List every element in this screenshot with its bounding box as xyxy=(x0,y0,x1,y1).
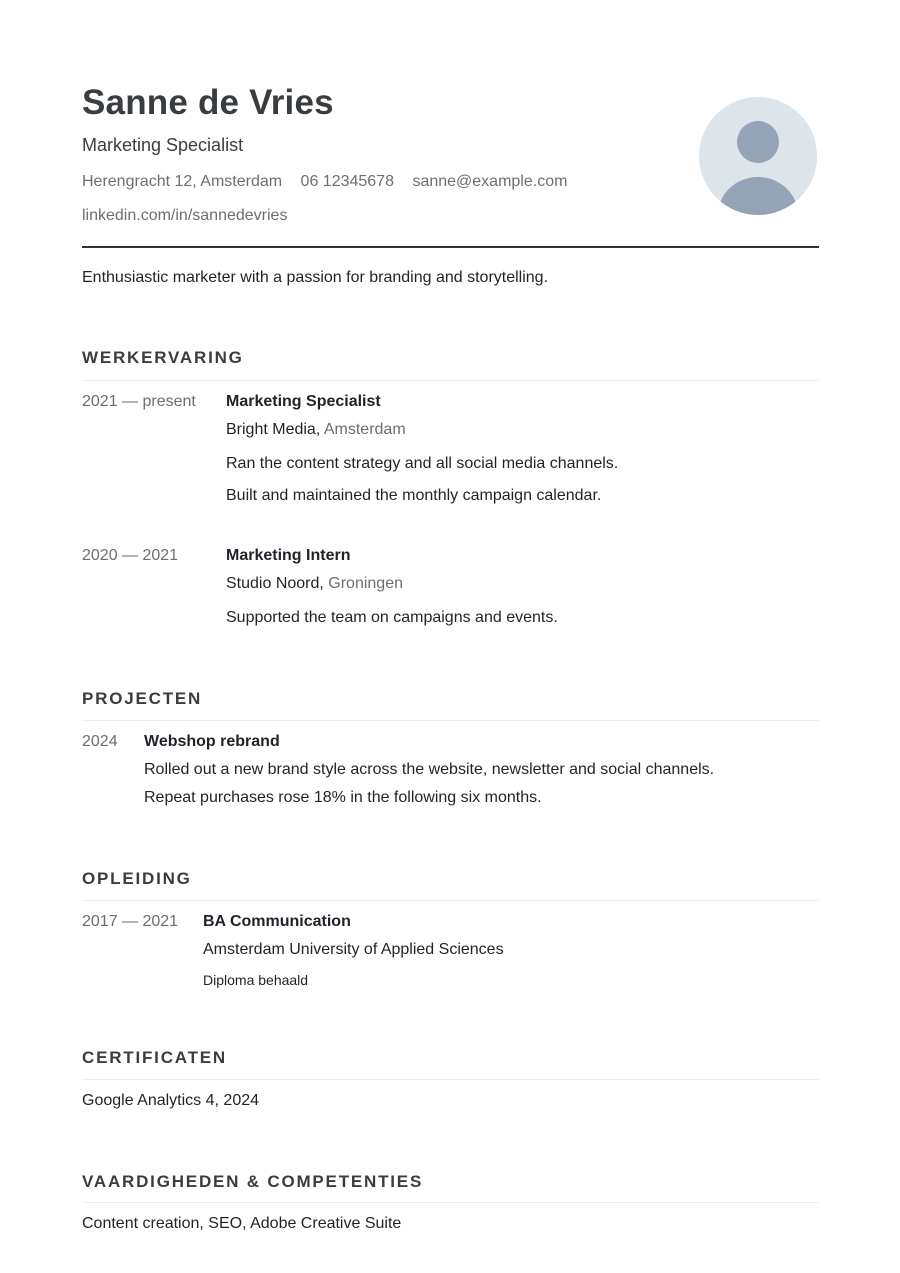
contact-address: Herengracht 12, Amsterdam xyxy=(82,173,283,190)
experience-dates: 2020 — 2021 xyxy=(82,547,179,564)
section-title-certificates: CERTIFICATEN xyxy=(82,1048,227,1067)
company-location: Amsterdam xyxy=(323,421,406,438)
experience-title: Marketing Specialist xyxy=(226,393,381,410)
project-title: Webshop rebrand xyxy=(144,733,280,750)
section-title-skills: VAARDIGHEDEN & COMPETENTIES xyxy=(82,1172,424,1191)
experience-bullet: Built and maintained the monthly campaign calendar. xyxy=(226,487,602,504)
avatar-body-icon xyxy=(718,177,798,215)
section-divider xyxy=(82,380,819,381)
avatar-head-icon xyxy=(737,121,779,163)
experience-company: Studio Noord, Groningen xyxy=(226,575,403,592)
section-divider xyxy=(82,720,819,721)
project-line: Repeat purchases rose 18% in the following six months. xyxy=(144,789,542,806)
contact-phone: 06 12345678 xyxy=(300,173,394,190)
section-divider xyxy=(82,900,819,901)
contact-linkedin: linkedin.com/in/sannedevries xyxy=(82,207,288,224)
resume-header xyxy=(82,82,819,248)
section-title-experience: WERKERVARING xyxy=(82,348,244,367)
section-title-projects: PROJECTEN xyxy=(82,689,203,708)
contact-email: sanne@example.com xyxy=(412,173,568,190)
company-name: Studio Noord xyxy=(226,575,320,592)
project-year: 2024 xyxy=(82,733,118,750)
section-divider xyxy=(82,1079,819,1080)
experience-dates: 2021 — present xyxy=(82,393,196,410)
experience-company: Bright Media, Amsterdam xyxy=(226,421,406,438)
contact-line xyxy=(82,172,581,192)
certificates-text: Google Analytics 4, 2024 xyxy=(82,1092,260,1109)
profile-summary: Enthusiastic marketer with a passion for branding and storytelling. xyxy=(82,269,549,286)
company-name: Bright Media xyxy=(226,421,316,438)
experience-bullet: Ran the content strategy and all social media channels. xyxy=(226,455,619,472)
skills-text: Content creation, SEO, Adobe Creative Suite xyxy=(82,1215,402,1232)
education-note: Diploma behaald xyxy=(203,972,309,988)
education-degree: BA Communication xyxy=(203,913,351,930)
candidate-role: Marketing Specialist xyxy=(82,135,244,155)
company-location: Groningen xyxy=(328,575,403,592)
candidate-name: Sanne de Vries xyxy=(82,83,334,122)
section-title-education: OPLEIDING xyxy=(82,869,192,888)
education-school: Amsterdam University of Applied Sciences xyxy=(203,941,504,958)
project-line: Rolled out a new brand style across the website, newsletter and social channels. xyxy=(144,761,715,778)
education-dates: 2017 — 2021 xyxy=(82,913,179,930)
experience-bullet: Supported the team on campaigns and events. xyxy=(226,609,558,626)
experience-title: Marketing Intern xyxy=(226,547,351,564)
avatar xyxy=(699,97,817,215)
section-divider xyxy=(82,1202,819,1203)
